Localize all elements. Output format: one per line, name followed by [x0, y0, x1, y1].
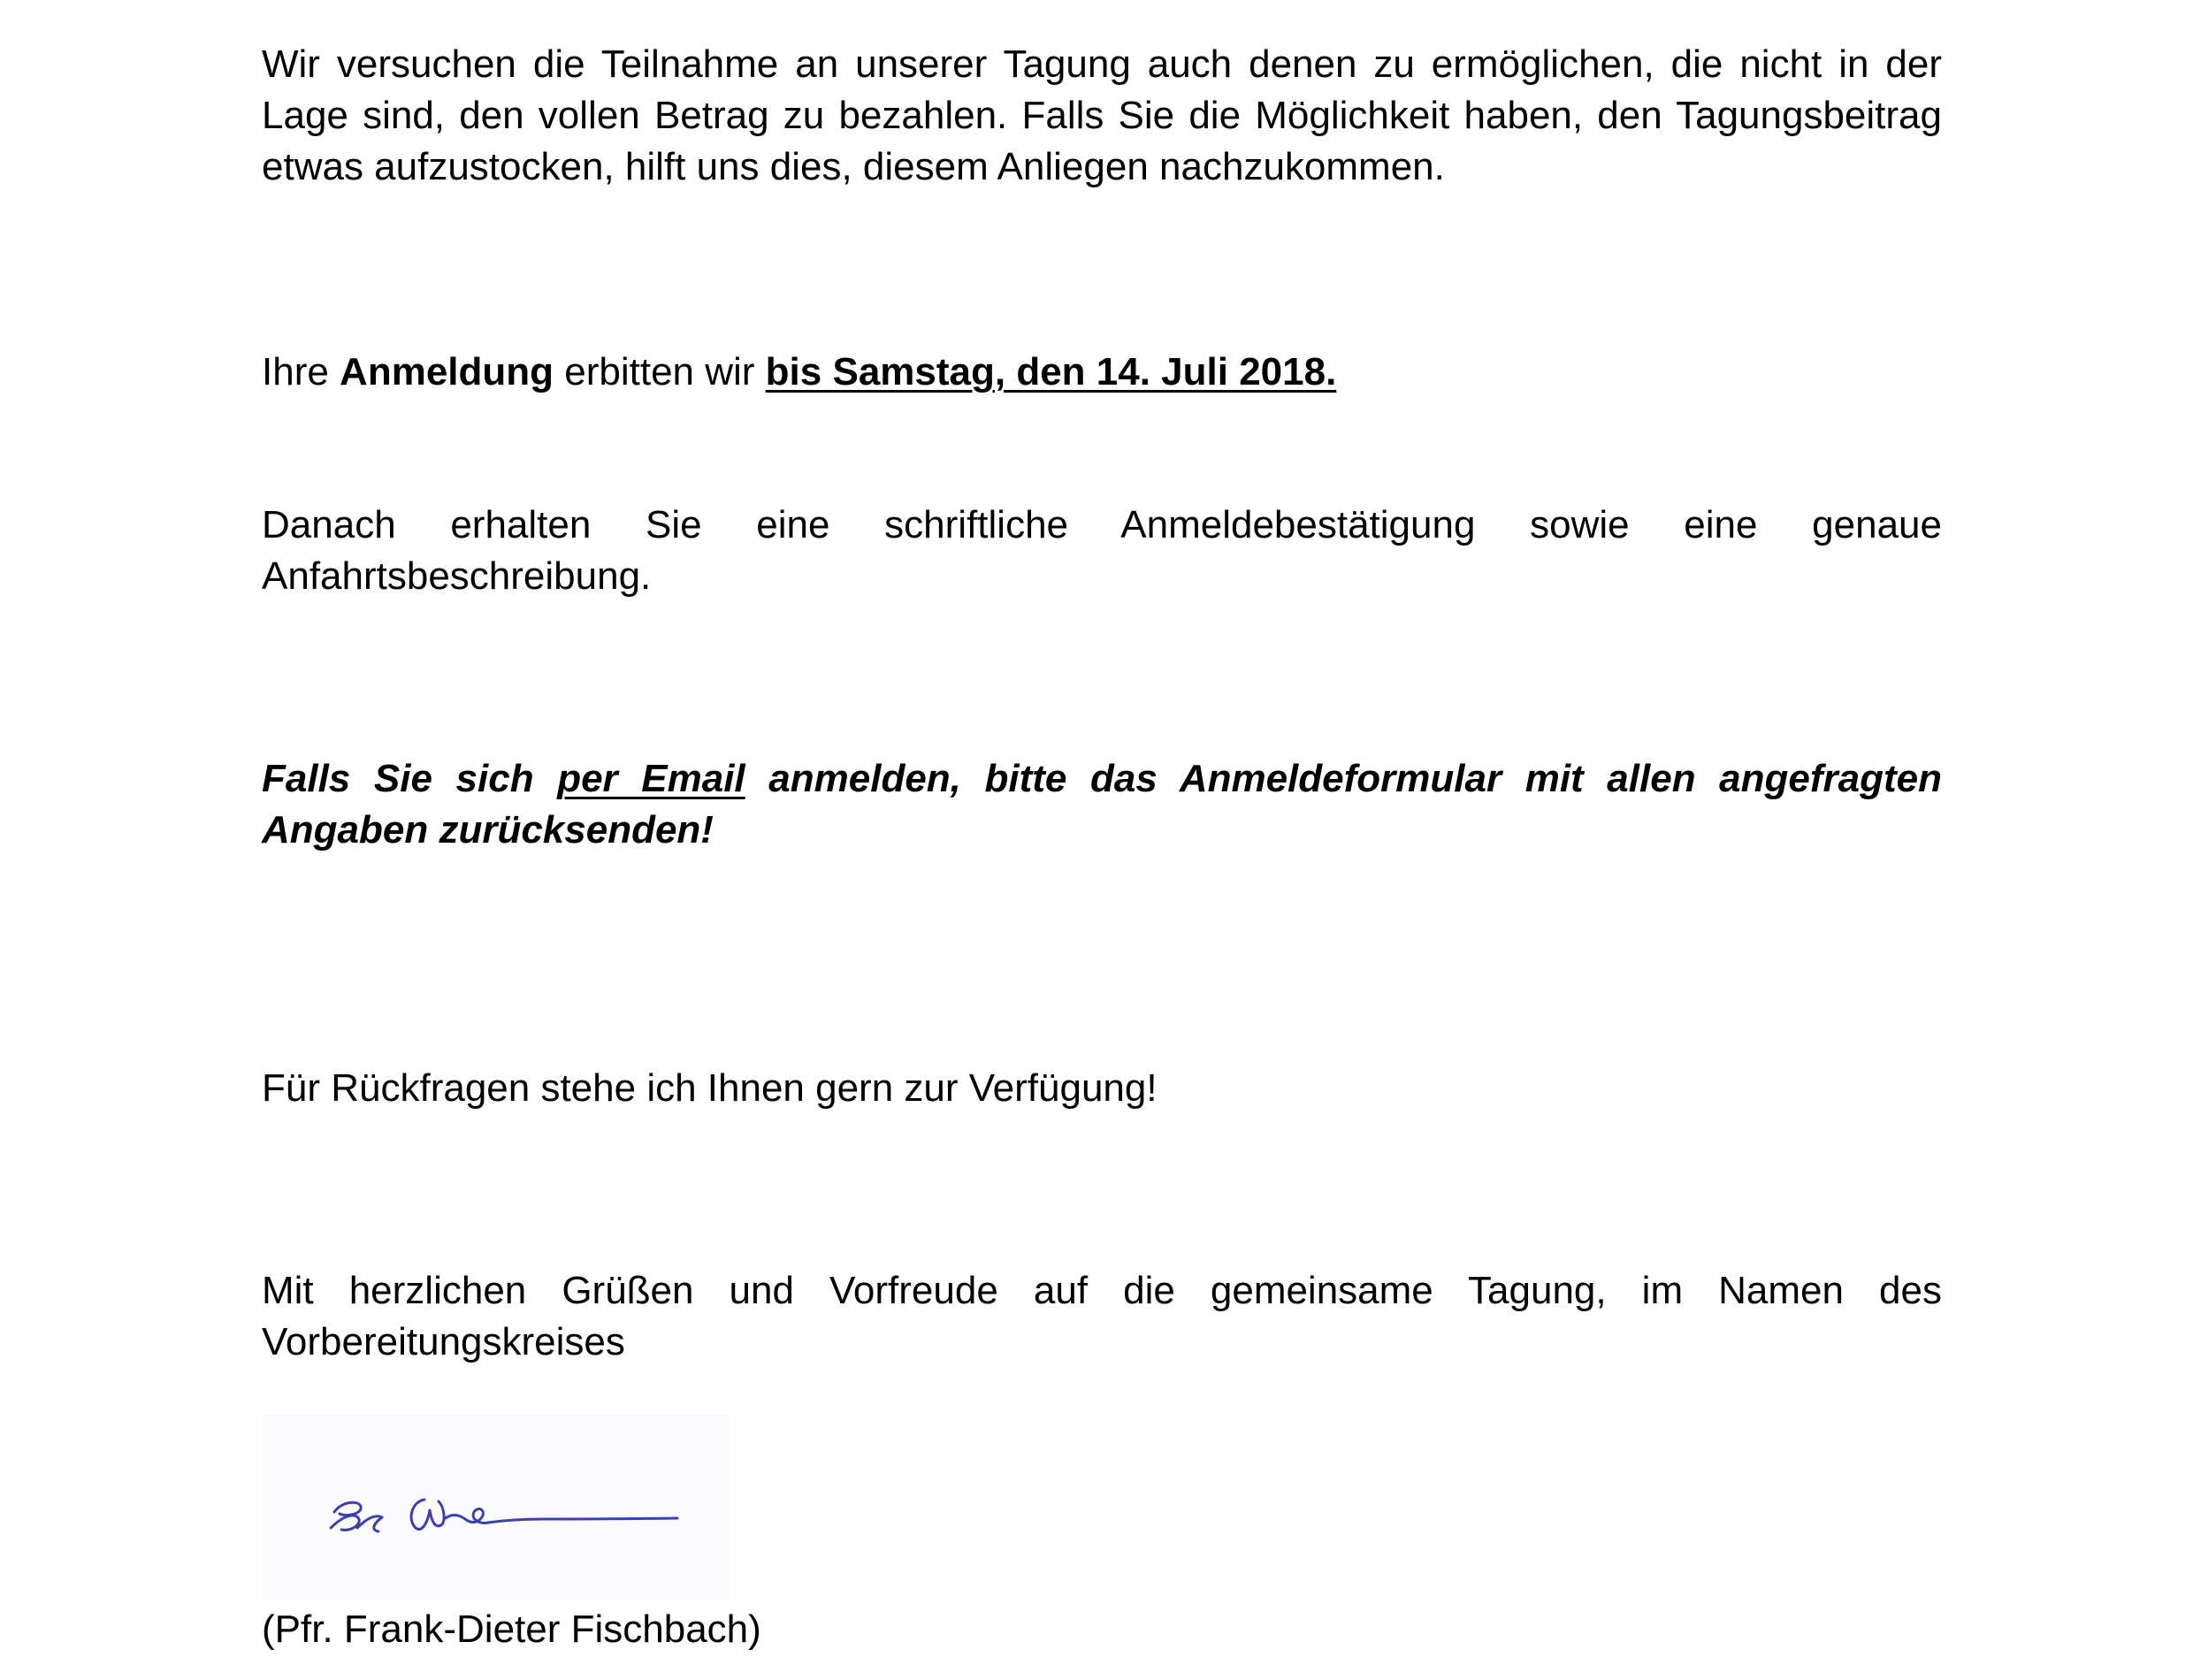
deadline-keyword: Anmeldung	[340, 350, 554, 393]
signature-image	[262, 1415, 730, 1600]
signature-stroke-surname	[411, 1500, 677, 1529]
deadline-prefix: Ihre	[262, 350, 340, 393]
signee-name: (Pfr. Frank-Dieter Fischbach)	[262, 1607, 761, 1651]
email-notice-paragraph	[262, 753, 1942, 856]
signature-stroke-initial	[331, 1502, 382, 1531]
email-notice-link: per Email	[557, 757, 745, 800]
closing-paragraph: Mit herzlichen Grüßen und Vorfreude auf die gemeinsame Tagung, im Namen des Vorbereitungskreises	[262, 1269, 1942, 1363]
email-notice-after: anmelden, bitte das Anmeldeformular mit allen angefragten Angaben zurücksenden!	[262, 757, 1943, 851]
deadline-middle: erbitten wir	[554, 350, 766, 393]
email-notice-before: Falls Sie sich	[262, 757, 558, 800]
questions-paragraph: Für Rückfragen stehe ich Ihnen gern zur Verfügung!	[262, 1066, 1158, 1110]
deadline-paragraph	[262, 347, 1942, 398]
deadline-date: bis Samstag, den 14. Juli 2018.	[765, 350, 1337, 393]
intro-paragraph: Wir versuchen die Teilnahme an unserer Tagung auch denen zu ermöglichen, die nicht in der Lage sind, den vollen Betrag zu bezahlen. Falls Sie die Möglichkeit haben, den Tagungsbeitrag etwas aufzustocken, hilft uns dies, diesem Anliegen nachzukommen.	[262, 42, 1942, 188]
confirmation-paragraph: Danach erhalten Sie eine schriftliche Anmeldebestätigung sowie eine genaue Anfahrtsbeschreibung.	[262, 503, 1942, 598]
